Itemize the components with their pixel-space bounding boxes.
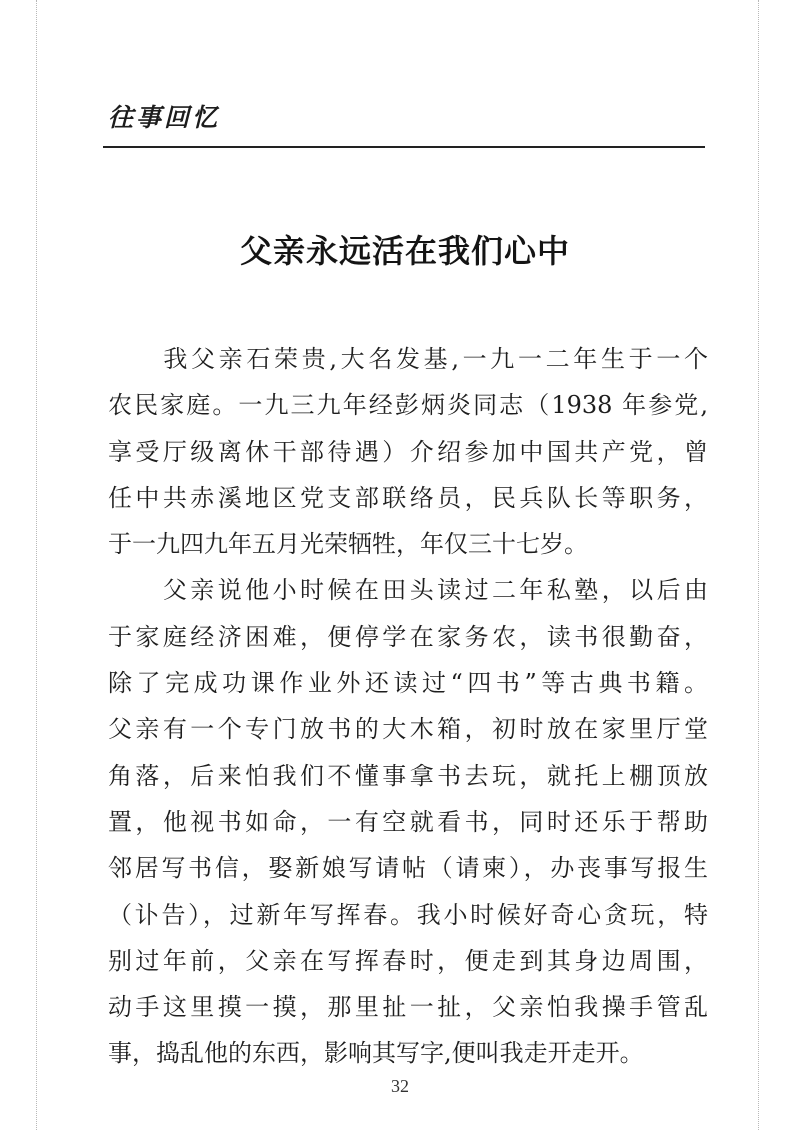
article-title: 父亲永远活在我们心中 [239,232,570,270]
body-line: 享受厅级离休干部待遇）介绍参加中国共产党，曾 [108,437,708,466]
body-line: 除了完成功课作业外还读过“四书”等古典书籍。 [108,669,708,698]
body-line: 置，他视书如命，一有空就看书，同时还乐于帮助 [108,807,708,836]
scan-edge-right [758,0,759,1130]
body-line: 任中共赤溪地区党支部联络员，民兵队长等职务， [108,483,708,512]
body-line: 我父亲石荣贵,大名发基,一九一二年生于一个 [108,345,708,373]
scan-edge-left [36,0,37,1130]
header-rule [103,146,705,148]
body-line: 父亲说他小时候在田头读过二年私塾，以后由 [108,576,708,605]
body-line: 农民家庭。一九三九年经彭炳炎同志（1938 年参党, [108,391,708,420]
body-line: 于一九四九年五月光荣牺牲，年仅三十七岁。 [108,530,588,559]
body-line: 邻居写书信，娶新娘写请帖（请柬），办丧事写报生 [108,854,708,883]
body-line: 动手这里摸一摸，那里扯一扯，父亲怕我操手管乱 [108,993,708,1022]
body-line: 事，捣乱他的东西，影响其写字,便叫我走开走开。 [108,1039,644,1068]
page-number: 32 [391,1076,409,1096]
section-header: 往事回忆 [108,103,221,132]
body-line: 别过年前，父亲在写挥春时，便走到其身边周围， [108,946,708,975]
body-line: （讣告），过新年写挥春。我小时候好奇心贪玩，特 [108,900,708,929]
body-line: 角落，后来怕我们不懂事拿书去玩，就托上棚顶放 [108,761,708,790]
body-line: 于家庭经济困难，便停学在家务农，读书很勤奋， [108,622,708,651]
body-line: 父亲有一个专门放书的大木箱，初时放在家里厅堂 [108,715,708,744]
article-body [108,336,708,1077]
